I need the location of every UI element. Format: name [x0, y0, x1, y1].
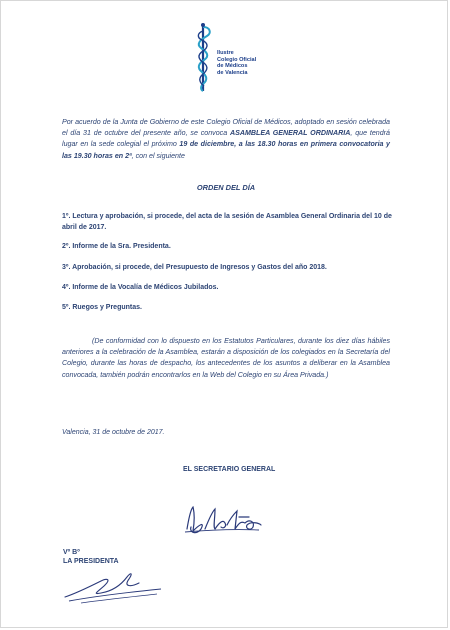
agenda-item: 4º. Informe de la Vocalía de Médicos Jubilados. — [62, 284, 219, 291]
agenda-item: 2º. Informe de la Sra. Presidenta. — [62, 243, 171, 250]
logo-text — [217, 50, 256, 76]
agenda-item: 5º. Ruegos y Preguntas. — [62, 304, 142, 311]
president-signature — [61, 567, 171, 607]
logo-line: de Médicos — [217, 63, 248, 70]
logo-line: Colegio Oficial — [217, 56, 257, 63]
secretary-title: EL SECRETARIO GENERAL — [183, 466, 276, 473]
intro-text: , que tendrá lugar en la sede colegial el próximo — [62, 129, 390, 149]
intro-paragraph — [62, 117, 390, 162]
document-date: Valencia, 31 de octubre de 2017. — [62, 429, 165, 436]
college-logo — [188, 21, 268, 95]
logo-line: de Valencia — [217, 69, 248, 76]
logo-line: Ilustre — [217, 50, 234, 56]
intro-text: , con el siguiente — [131, 151, 185, 160]
intro-text: Por acuerdo de la Junta de Gobierno de este Colegio Oficial de Médicos, adoptado en sesión celebrada el día 31 de octubre del presente año, se convoca — [62, 118, 390, 138]
agenda-title: ORDEN DEL DÍA — [196, 183, 256, 192]
agenda-item: 3º. Aprobación, si procede, del Presupuesto de Ingresos y Gastos del año 2018. — [62, 264, 327, 271]
agenda-item: 1º. Lectura y aprobación, si procede, del acta de la sesión de Asamblea General Ordinaria del 10 de abril de 2017. — [62, 213, 392, 231]
secretary-signature — [179, 499, 265, 539]
intro-bold-date: 19 de diciembre, a las 18.30 horas en primera convocatoria y las 19.30 horas en 2ª — [62, 140, 391, 160]
note-paragraph: (De conformidad con lo dispuesto en los Estatutos Particulares, durante los diez días hábiles anteriores a la celebración de la Asamblea, estarán a disposición de los colegiados en la Secretaría del Colegio, durante las horas de despacho, los antecedentes de los asuntos a deliberar en la Asamblea convocada, también podrán encontrarlos en la Web del Colegio en su Área Privada.) — [62, 337, 390, 379]
president-title: LA PRESIDENTA — [63, 558, 119, 565]
intro-bold-assembly: ASAMBLEA GENERAL ORDINARIA — [230, 129, 351, 138]
caduceus-icon — [188, 21, 218, 95]
approval-mark: Vº Bº — [63, 549, 80, 556]
